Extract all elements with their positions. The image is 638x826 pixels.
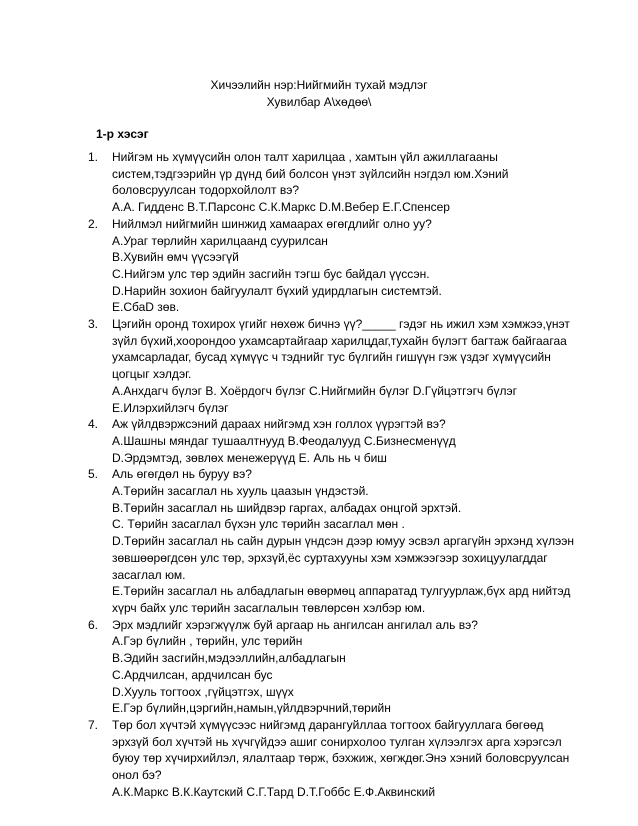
question-number: 5. (88, 467, 99, 482)
question-line: А.Төрийн засаглал нь хууль цаазын үндэстэй. (112, 484, 369, 499)
question-line: А.А. Гидденс В.Т.Парсонс С.К.Маркс D.М.Вебер Е.Г.Спенсер (112, 200, 450, 215)
question-number: 6. (88, 617, 99, 632)
question-line: Төр бол хүчтэй хүмүүсээс нийгэмд дарангуйллаа тогтоох байгууллага бөгөөд (112, 717, 544, 732)
question-line: засаглал юм. (112, 567, 186, 582)
course-title: Хичээлийн нэр:Нийгмийн тухай мэдлэг (210, 78, 428, 92)
question-line: Нийгэм нь хүмүүсийн олон талт харилцаа , хамтын үйл ажиллагааны (112, 150, 498, 164)
question-line: А.Шашны мяндаг тушаалтнууд В.Феодалууд С.Бизнесменүүд (112, 433, 456, 448)
question-line: зөвшөөрөгдсөн улс төр, эрхзүй,ёс суртахууны хэм хэмжээгээр зохицуулагддаг (112, 550, 548, 565)
question-line: В.Төрийн засаглал нь шийдвэр гаргах, албадах онцгой эрхтэй. (112, 500, 462, 515)
question-line: эрхзүй бол хүчтэй нь хүчгүйдээ ашиг сонирхолоо тулган хүлээлгэх арга хэрэгсэл (112, 734, 562, 749)
question-item (88, 316, 568, 416)
question-number: 7. (88, 717, 99, 732)
question-line: D.Хууль тогтоох ,гүйцэтгэх, шүүх (112, 684, 294, 699)
question-line: Эрх мэдлийг хэрэгжүүлж буй аргаар нь ангилсан ангилал аль вэ? (112, 617, 478, 632)
question-line: С.Ардчилсан, ардчилсан бус (112, 667, 273, 682)
question-line: ухамсарладаг, бусад хүмүүс ч тэднийг тус бүлгийн гишүүн гэж үздэг хүмүүсийн (112, 350, 551, 365)
variant-subtitle: Хувилбар А\хөдөө\ (266, 95, 372, 109)
question-number: 3. (88, 317, 99, 332)
question-line: В.Хувийн өмч үүсээгүй (112, 250, 239, 265)
section-title: 1-р хэсэг (96, 127, 149, 141)
question-item (88, 466, 575, 616)
question-item (88, 617, 568, 717)
question-line: Нийлмэл нийгмийн шинжид хамаарах өгөгдлийг олно уу? (112, 216, 432, 231)
question-line: онол бэ? (112, 768, 162, 783)
question-number: 1. (88, 150, 99, 164)
question-line: А.Гэр бүлийн , төрийн, улс төрийн (112, 634, 303, 649)
question-line: Аж үйлдвэржсэний дараах нийгэмд хэн голлох үүрэгтэй вэ? (112, 417, 446, 432)
question-item (88, 216, 568, 316)
question-line: В.Эдийн засгийн,мэдээллийн,албадлагын (112, 651, 346, 666)
question-line: Е.Гэр бүлийн,цэргийн,намын,үйлдвэрчний,төрийн (112, 701, 391, 716)
question-line: хүрч байх улс төрийн засаглалын төвлөрсөн хэлбэр юм. (112, 600, 426, 615)
question-line: зүйл бүхий,хоорондоо ухамсартайгаар харилцдаг,тухайн бүлэгт багтаж байгаагаа (112, 333, 567, 348)
question-line: цогцыг хэлдэг. (112, 367, 192, 382)
question-line: А.Ураг төрлийн харилцаанд суурилсан (112, 233, 328, 248)
question-line: D.Эрдэмтэд, зөвлөх менежерүүд Е. Аль нь ч биш (112, 450, 387, 465)
question-number: 2. (88, 216, 99, 231)
question-line: Е.Төрийн засаглал нь албадлагын өвөрмөц аппаратад тулгуурлаж,бүх ард нийтэд (112, 584, 571, 599)
question-line: Аль өгөгдөл нь буруу вэ? (112, 467, 252, 482)
question-line: D.Төрийн засаглал нь сайн дурын үндсэн дээр юмуу эсвэл аргагүйн эрхэнд хүлээн (112, 534, 575, 549)
question-line: буюу төр хүчирхийлэл, ялалтаар төрж, бэхжиж, хөгждөг.Энэ хэний боловсруулсан (112, 751, 570, 766)
question-item (88, 416, 568, 466)
question-line: Е.СбаD зөв. (112, 300, 180, 315)
question-item (88, 149, 568, 216)
question-line: С.Нийгэм улс төр эдийн засгийн тэгш бус байдал үүссэн. (112, 266, 430, 281)
question-number: 4. (88, 417, 99, 432)
question-list (88, 149, 575, 800)
question-line: С. Төрийн засаглал бүхэн улс төрийн засаглал мөн . (112, 517, 405, 532)
question-line: D.Нарийн зохион байгуулалт бүхий удирдлагын системтэй. (112, 283, 442, 298)
question-line: Цэгийн оронд тохирох үгийг нөхөж бичнэ үү?_____ гэдэг нь ижил хэм хэмжээ,үнэт (112, 317, 570, 332)
question-line: систем,тэдгээрийн үр дүнд бий болсон үнэт зүйлсийн нэгдэл юм.Хэний (112, 166, 509, 181)
document-header (0, 77, 638, 111)
question-line: Е.Илэрхийлэгч бүлэг (112, 400, 229, 415)
question-line: А.К.Маркс В.К.Каутский С.Г.Тард D.Т.Гоббс Е.Ф.Аквинский (112, 784, 436, 799)
question-line: А.Анхдагч бүлэг В. Хоёрдогч бүлэг С.Нийгмийн бүлэг D.Гүйцэтгэгч бүлэг (112, 383, 517, 398)
question-line: боловсруулсан тодорхойлолт вэ? (112, 183, 300, 198)
question-item (88, 717, 568, 801)
